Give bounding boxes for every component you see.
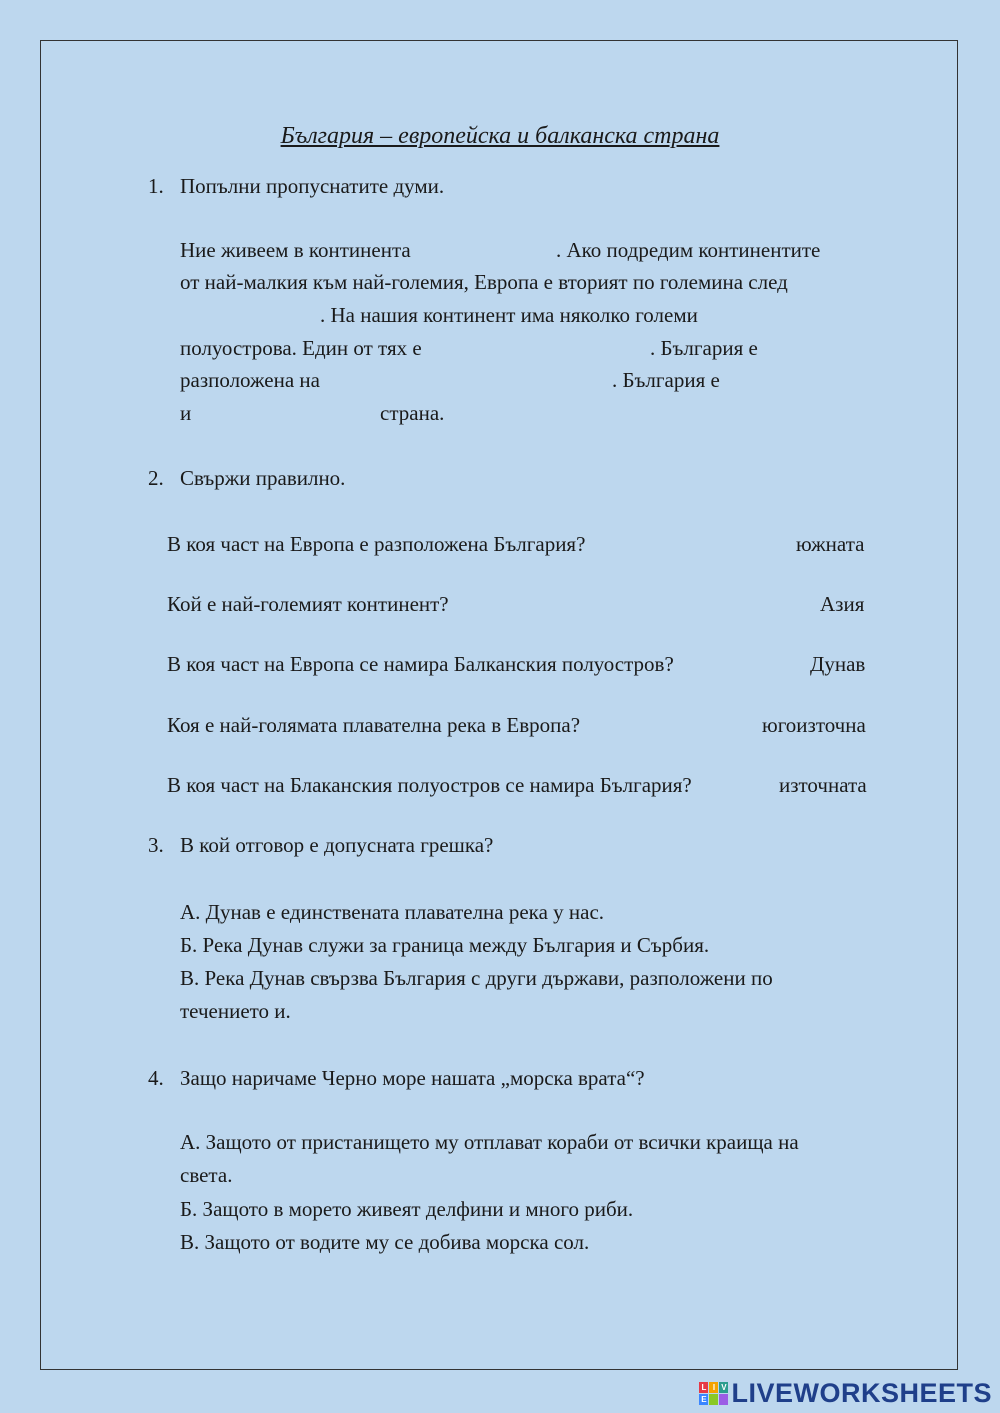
q4-option: А. Защото от пристанището му отплават кораби от всички краища на — [180, 1130, 799, 1154]
q1-line: и — [180, 401, 192, 425]
q1-line: полуострова. Един от тях е — [180, 336, 422, 360]
q2-answer: Дунав — [810, 652, 866, 676]
q1-line: разположена на — [180, 368, 320, 392]
q2-question: В коя част на Европа се намира Балканския полуостров? — [167, 652, 674, 676]
q4-option: Б. Защото в морето живеят делфини и много риби. — [180, 1197, 634, 1221]
q2-number: 2. — [148, 466, 164, 490]
q2-question: Кой е най-големият континент? — [167, 592, 449, 616]
q1-prompt: Попълни пропуснатите думи. — [180, 174, 445, 198]
q2-prompt: Свържи правилно. — [180, 466, 346, 490]
q1-line: Ние живеем в континента — [180, 238, 411, 262]
q1-number: 1. — [148, 174, 164, 198]
q1-line: . Ако подредим континентите — [556, 238, 821, 262]
logo-tile — [719, 1394, 728, 1405]
q1-line: . България е — [650, 336, 758, 360]
q4-option: В. Защото от водите му се добива морска сол. — [180, 1230, 590, 1254]
q1-line: . На нашия континент има няколко големи — [320, 303, 698, 327]
q2-answer: Азия — [820, 592, 865, 616]
q1-line: . България е — [612, 368, 720, 392]
liveworksheets-logo[interactable] — [699, 1376, 992, 1410]
q3-option: Б. Река Дунав служи за граница между България и Сърбия. — [180, 933, 710, 957]
q3-number: 3. — [148, 833, 164, 857]
q2-answer: югоизточна — [762, 713, 866, 737]
q4-prompt: Защо наричаме Черно море нашата „морска врата“? — [180, 1066, 645, 1090]
q2-answer: източната — [779, 773, 867, 797]
q2-question: Коя е най-голямата плавателна река в Европа? — [167, 713, 581, 737]
q4-option: света. — [180, 1163, 233, 1187]
q3-option: В. Река Дунав свързва България с други държави, разположени по — [180, 966, 773, 990]
q1-line: страна. — [380, 401, 445, 425]
q3-prompt: В кой отговор е допусната грешка? — [180, 833, 494, 857]
q2-question: В коя част на Блаканския полуостров се намира България? — [167, 773, 692, 797]
q2-question: В коя част на Европа е разположена България? — [167, 532, 586, 556]
logo-tiles-icon — [699, 1382, 728, 1405]
q1-line: от най-малкия към най-големия, Европа е вторият по големина след — [180, 270, 788, 294]
logo-tile: I — [709, 1382, 718, 1393]
logo-tile — [709, 1394, 718, 1405]
logo-tile: L — [699, 1382, 708, 1393]
logo-tile: V — [721, 1382, 727, 1392]
logo-text: LIVEWORKSHEETS — [731, 1377, 992, 1408]
q2-answer: южната — [796, 532, 865, 556]
q4-number: 4. — [148, 1066, 164, 1090]
q3-option: А. Дунав е единствената плавателна река у нас. — [180, 900, 605, 924]
logo-tile: E — [701, 1394, 707, 1404]
worksheet-title: България – европейска и балканска страна — [280, 123, 720, 149]
q3-option: течението и. — [180, 999, 291, 1023]
